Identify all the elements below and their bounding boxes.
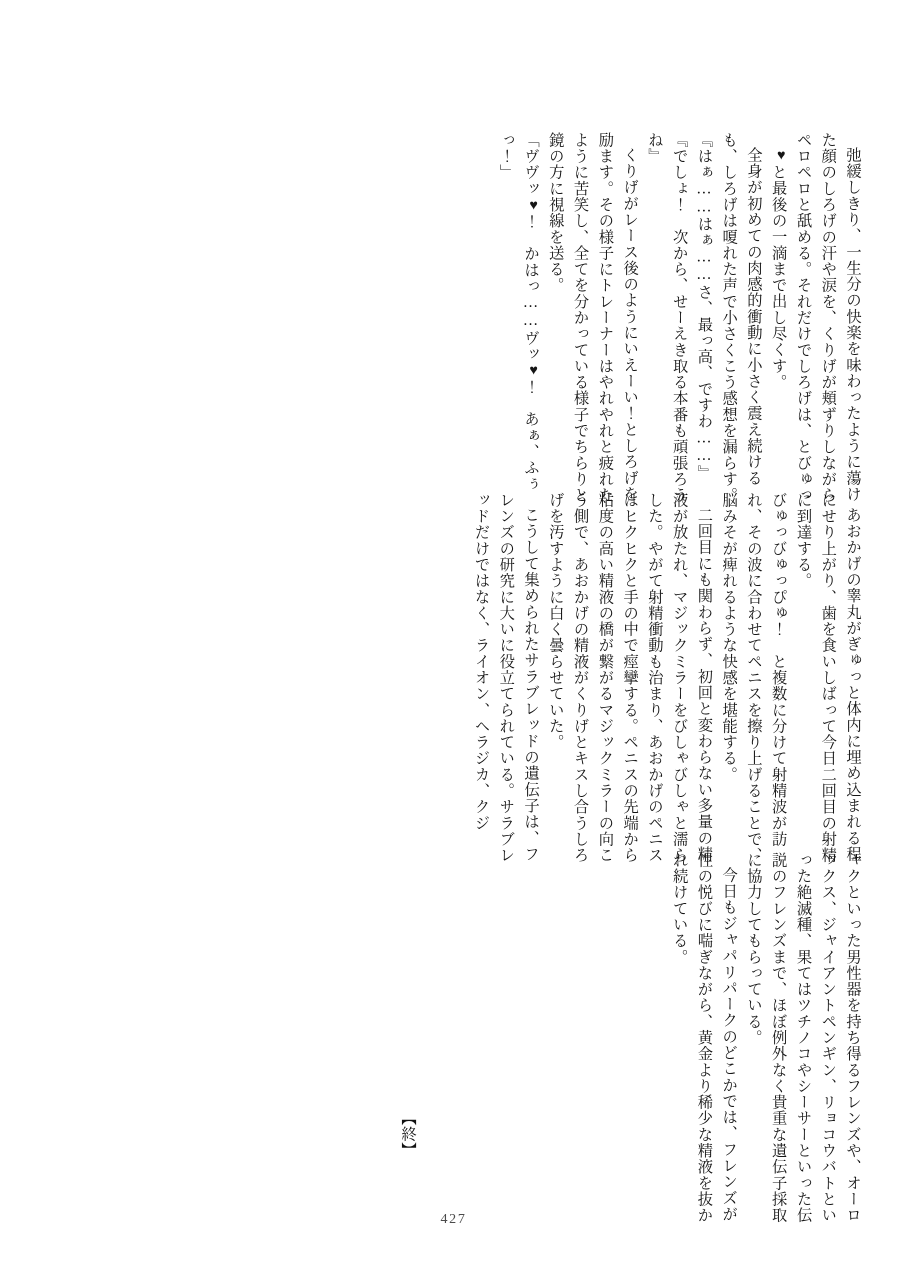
paragraph-text: くりげがレース後のようにいえーい！としろげを励ます。その様子にトレーナーはやれやれと疲れたように苦笑し、全てを分かっている様子でちらりと鏡の方に視線を送る。 bbox=[546, 132, 639, 504]
paragraph-text: ！ かはっ……ヴッ bbox=[522, 213, 540, 363]
paragraph-text: 『はぁ……はぁ……さ、最っ高、ですわ……』 bbox=[695, 132, 713, 482]
heart-icon: ♥ bbox=[773, 147, 790, 165]
paragraph bbox=[790, 492, 864, 864]
paragraph-text: 弛緩しきり、一生分の快楽を味わったように蕩けた顔のしろげの汗や涙を、くりげが頬ずりしながらペロペロと舐める。それだけでしろげは、とびゅっ bbox=[794, 132, 861, 504]
paragraph-text: ャクといった男性器を持ち得るフレンズや、オーロックス、ジャイアントペンギン、リョコウバトといった絶滅種、果てはツチノコやシーサーといった伝説のフレンズまで、ほぼ例外なく貴重な遺伝子採取に協力してもらっている。 bbox=[744, 852, 861, 1224]
paragraph bbox=[715, 492, 789, 864]
paragraph bbox=[468, 492, 542, 864]
paragraph-text: と最後の一滴まで出し尽くす。 bbox=[769, 164, 787, 391]
paragraph-text: びゅっびゅっぴゅ！ と複数に分けて射精波が訪れ、その波に合わせてペニスを擦り上げることで、脳みそが痺れるような快感を堪能する。 bbox=[720, 492, 787, 864]
paragraph-text: 二回目にも関わらず、初回と変わらない多量の精液が放たれ、マジックミラーをびしゃびしゃと濡らした。やがて射精衝動も治まり、あおかげのペニスはヒクヒクと手の中で痙攣する。ペニスの先端から粘度の高い精液の橋が繋がるマジックミラーの向こう側で、あおかげの精液がくりげとキスし合うしろげを汚すように白く曇らせていた。 bbox=[546, 492, 713, 864]
heart-icon: ♥ bbox=[525, 362, 542, 380]
paragraph-text: こうして集められたサラブレッドの遺伝子は、フレンズの研究に大いに役立てられている。サラブレッドだけではなく、ライオン、ヘラジカ、クジ bbox=[472, 492, 540, 864]
paragraph-text: 今日もジャパリパークのどこかでは、フレンズが性の悦びに喘ぎながら、黄金より稀少な精液を抜かれ続けている。 bbox=[670, 852, 738, 1224]
paragraph bbox=[542, 132, 641, 504]
page-number: 427 bbox=[440, 1212, 467, 1227]
paragraph-text: あおかげの睾丸がぎゅっと体内に埋め込まれる程にせり上がり、歯を食いしばって今日二回目の射精に到達する。 bbox=[794, 492, 861, 864]
paragraph-text: ！ あぁ、ふぅっ！」 bbox=[497, 132, 540, 492]
paragraph bbox=[715, 132, 765, 504]
text-block-bottom bbox=[394, 852, 864, 1224]
paragraph bbox=[691, 132, 716, 504]
paragraph bbox=[542, 492, 715, 864]
paragraph bbox=[666, 852, 740, 1224]
paragraph-text: 全身が初めての肉感的衝動に小さく震え続けるも、しろげは嗄れた声で小さくこう感想を漏らす。 bbox=[720, 132, 762, 504]
text-block-middle bbox=[108, 492, 864, 864]
paragraph bbox=[641, 132, 691, 504]
paragraph bbox=[493, 132, 543, 504]
text-block-top bbox=[108, 132, 864, 504]
heart-icon: ♥ bbox=[525, 196, 542, 214]
paragraph bbox=[765, 132, 864, 504]
paragraph-text: 『でしょ！ 次から、せーえき取る本番も頑張ろうね』 bbox=[645, 132, 688, 504]
paragraph-text: 「ヴヴッ bbox=[522, 132, 540, 197]
end-of-story-marker: 【終】 bbox=[399, 1110, 416, 1159]
paragraph bbox=[740, 852, 864, 1224]
